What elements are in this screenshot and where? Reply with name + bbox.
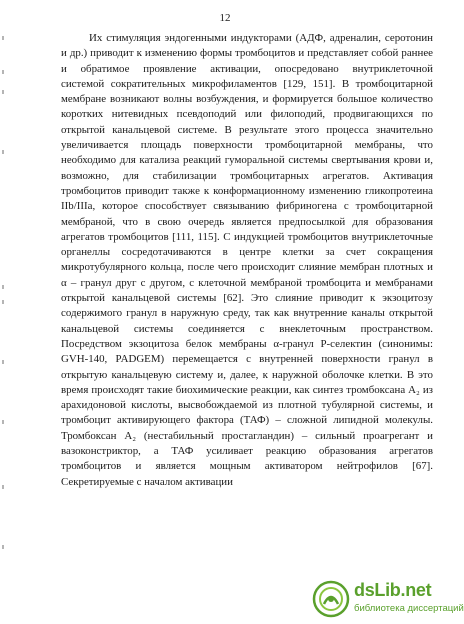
text-line: коротких нитевидных псевдоподий или филоподий, продвигающихся по bbox=[61, 108, 433, 121]
watermark-site-main: dsLib bbox=[354, 580, 401, 600]
dslib-logo-icon bbox=[312, 580, 350, 618]
text-line: тромбоцит активирующего фактора (ТАФ) – сложной липидной молекулы. bbox=[61, 414, 433, 427]
text-line: открытой канальцевой системе. В результате этого процесса значительно bbox=[61, 123, 433, 136]
text-line: Тромбоксан A₂ (нестабильный простагландин) – сильный проагрегант и bbox=[61, 429, 433, 442]
dslib-watermark[interactable] bbox=[312, 578, 464, 620]
scan-margin-marks bbox=[2, 30, 8, 590]
text-line: Посредством экзоцитоза белок мембраны α-гранул P-селектин (синонимы: bbox=[61, 337, 433, 350]
text-line: GVH-140, PADGEM) перемещается с внутренней поверхности гранул в bbox=[61, 353, 433, 366]
watermark-site-name bbox=[354, 580, 431, 601]
text-line: время происходят такие биохимические реакции, как синтез тромбоксана A₂ из bbox=[61, 383, 433, 396]
text-line: Секретируемые с началом активации bbox=[61, 475, 233, 488]
text-line: необходимо для катализа реакций гуморальной системы свертывания крови и, bbox=[61, 154, 433, 167]
text-line: мембраной, что в свою очередь является предпосылкой для образования bbox=[61, 215, 433, 228]
text-line: вазоконстриктор, а ТАФ усиливает реакцию образования агрегатов bbox=[61, 445, 433, 458]
text-line: α – гранул друг с другом, с клеточной мембраной тромбоцита и мембранами bbox=[61, 276, 433, 289]
text-line: возможно, для стабилизации тромбоцитарных агрегатов. Активация bbox=[61, 169, 433, 182]
body-text bbox=[61, 31, 433, 490]
text-line: мембране возникают волны возбуждения, и формируется большое количество bbox=[61, 93, 433, 106]
text-line: и обратимое проявление активации, опосредовано внутриклеточной bbox=[61, 62, 433, 75]
text-line: открытую канальцевую систему и, далее, к наружной оболочке клетки. В это bbox=[61, 368, 433, 381]
text-line: канальцевой системы соединяется с внеклеточным пространством. bbox=[61, 322, 433, 335]
text-line: арахидоновой кислоты, высвобождаемой из плотной тубулярной системы, и bbox=[61, 399, 433, 412]
text-line: и др.) приводит к изменению формы тромбоцитов и представляет собой раннее bbox=[61, 47, 433, 60]
text-line: открытой канальцевой системы [62]. Это слияние приводит к экзоцитозу bbox=[61, 292, 433, 305]
page-number: 12 bbox=[219, 12, 231, 24]
text-line: содержимого гранул в наружную среду, так как внутренние каналы открытой bbox=[61, 307, 433, 320]
text-line: увеличивается площадь поверхности тромбоцитарной мембраны, что bbox=[61, 139, 433, 152]
text-line: IIb/IIIa, которое способствует связыванию фибриногена с тромбоцитарной bbox=[61, 200, 433, 213]
text-line: органеллы сосредотачиваются в центре клетки за счет сокращения bbox=[61, 246, 433, 259]
text-line: Их стимуляция эндогенными индукторами (АДФ, адреналин, серотонин bbox=[89, 32, 433, 44]
watermark-subtitle: библиотека диссертаций bbox=[354, 603, 464, 614]
text-line: тромбоцитов и является мощным активатором нейтрофилов [67]. bbox=[61, 460, 433, 473]
text-line: тромбоцитов приводит также к конформационному изменению гликопротеина bbox=[61, 184, 433, 197]
text-line: агрегатов тромбоцитов [111, 115]. С индукцией тромбоцитов внутриклеточные bbox=[61, 230, 433, 243]
text-line: системой сократительных микрофиламентов [129, 151]. В тромбоцитарной bbox=[61, 77, 433, 90]
watermark-site-tld: .net bbox=[400, 580, 432, 600]
text-line: микротубулярного кольца, после чего происходит слияние мембран плотных и bbox=[61, 261, 433, 274]
